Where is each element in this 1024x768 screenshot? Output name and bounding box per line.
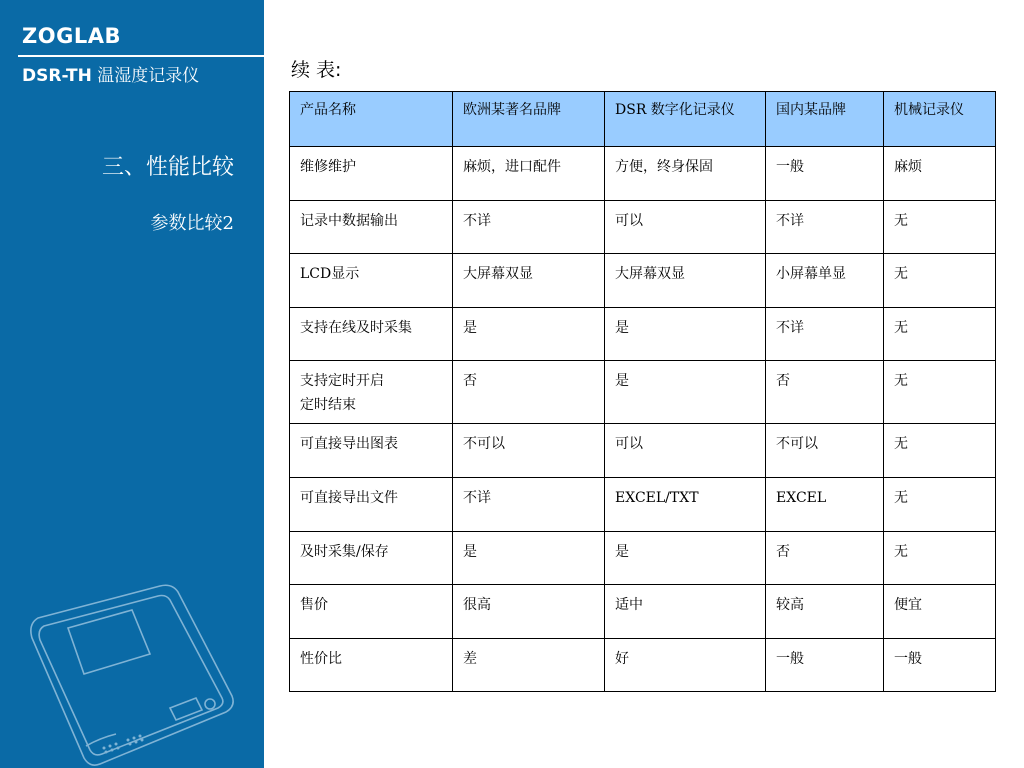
table-cell: 无 [884,254,996,308]
table-row [290,585,996,639]
table-cell: 是 [605,361,766,424]
table-cell: 否 [766,531,884,585]
table-cell: 否 [453,361,605,424]
table-cell-line: 定时结束 [300,397,356,414]
table-cell: 一般 [766,638,884,692]
table-cell: 不详 [453,477,605,531]
table-cell: 无 [884,307,996,361]
table-cell: 售价 [290,585,453,639]
table-cell: 大屏幕双显 [605,254,766,308]
table-cell: 方便，终身保固 [605,147,766,201]
table-cell: 一般 [766,147,884,201]
table-row [290,477,996,531]
table-cell: 差 [453,638,605,692]
table-header-cell: DSR 数字化记录仪 [605,92,766,147]
table-cell: 是 [453,307,605,361]
table-cell: 无 [884,477,996,531]
table-cell: 便宜 [884,585,996,639]
table-row [290,424,996,478]
table-cell: 性价比 [290,638,453,692]
table-cell: 可直接导出图表 [290,424,453,478]
table-cell: 适中 [605,585,766,639]
table-cell-line: 支持定时开启 [300,373,384,390]
table-cell: 很高 [453,585,605,639]
table-cell: 维修维护 [290,147,453,201]
brand-divider [18,55,264,57]
table-cell: 可以 [605,424,766,478]
sidebar [0,0,264,768]
table-cell: 好 [605,638,766,692]
table-cell: 大屏幕双显 [453,254,605,308]
table-cell: 否 [766,361,884,424]
product-model: DSR-TH [22,66,92,86]
table-cell: 一般 [884,638,996,692]
table-cell [290,361,453,424]
table-header-cell: 产品名称 [290,92,453,147]
table-header-cell: 机械记录仪 [884,92,996,147]
brand-logo-text: ZOGLAB [22,24,121,48]
table-cell: 无 [884,531,996,585]
product-title [22,61,199,86]
table-cell: 是 [605,307,766,361]
table-cell: 可直接导出文件 [290,477,453,531]
table-cell: EXCEL [766,477,884,531]
table-header-cell: 欧洲某著名品牌 [453,92,605,147]
table-row [290,254,996,308]
table-header-cell: 国内某品牌 [766,92,884,147]
table-cell: 支持在线及时采集 [290,307,453,361]
table-cell: 无 [884,361,996,424]
table-cell: 不详 [453,200,605,254]
table-cell: 小屏幕单显 [766,254,884,308]
table-row [290,200,996,254]
table-cell: EXCEL/TXT [605,477,766,531]
section-subtitle: 参数比较2 [150,213,234,234]
table-cell: 无 [884,424,996,478]
table-cell: 不详 [766,307,884,361]
table-row [290,361,996,424]
section-title: 三、性能比较 [101,155,234,180]
table-cell: 较高 [766,585,884,639]
table-cell: 不可以 [453,424,605,478]
table-row [290,638,996,692]
table-cell: 不详 [766,200,884,254]
device-icon [20,578,240,768]
table-cell: 可以 [605,200,766,254]
table-cell: 是 [453,531,605,585]
table-cell: 及时采集/保存 [290,531,453,585]
table-cell: LCD显示 [290,254,453,308]
table-cell: 是 [605,531,766,585]
comparison-table [289,91,996,692]
table-cell: 麻烦 [884,147,996,201]
table-header-row [290,92,996,147]
table-row [290,531,996,585]
table-cell: 记录中数据输出 [290,200,453,254]
table-cell: 无 [884,200,996,254]
table-cell: 不可以 [766,424,884,478]
continued-table-label: 续 表: [291,59,342,81]
product-name: 温湿度记录仪 [97,66,200,86]
table-row [290,147,996,201]
table-row [290,307,996,361]
table-cell: 麻烦，进口配件 [453,147,605,201]
